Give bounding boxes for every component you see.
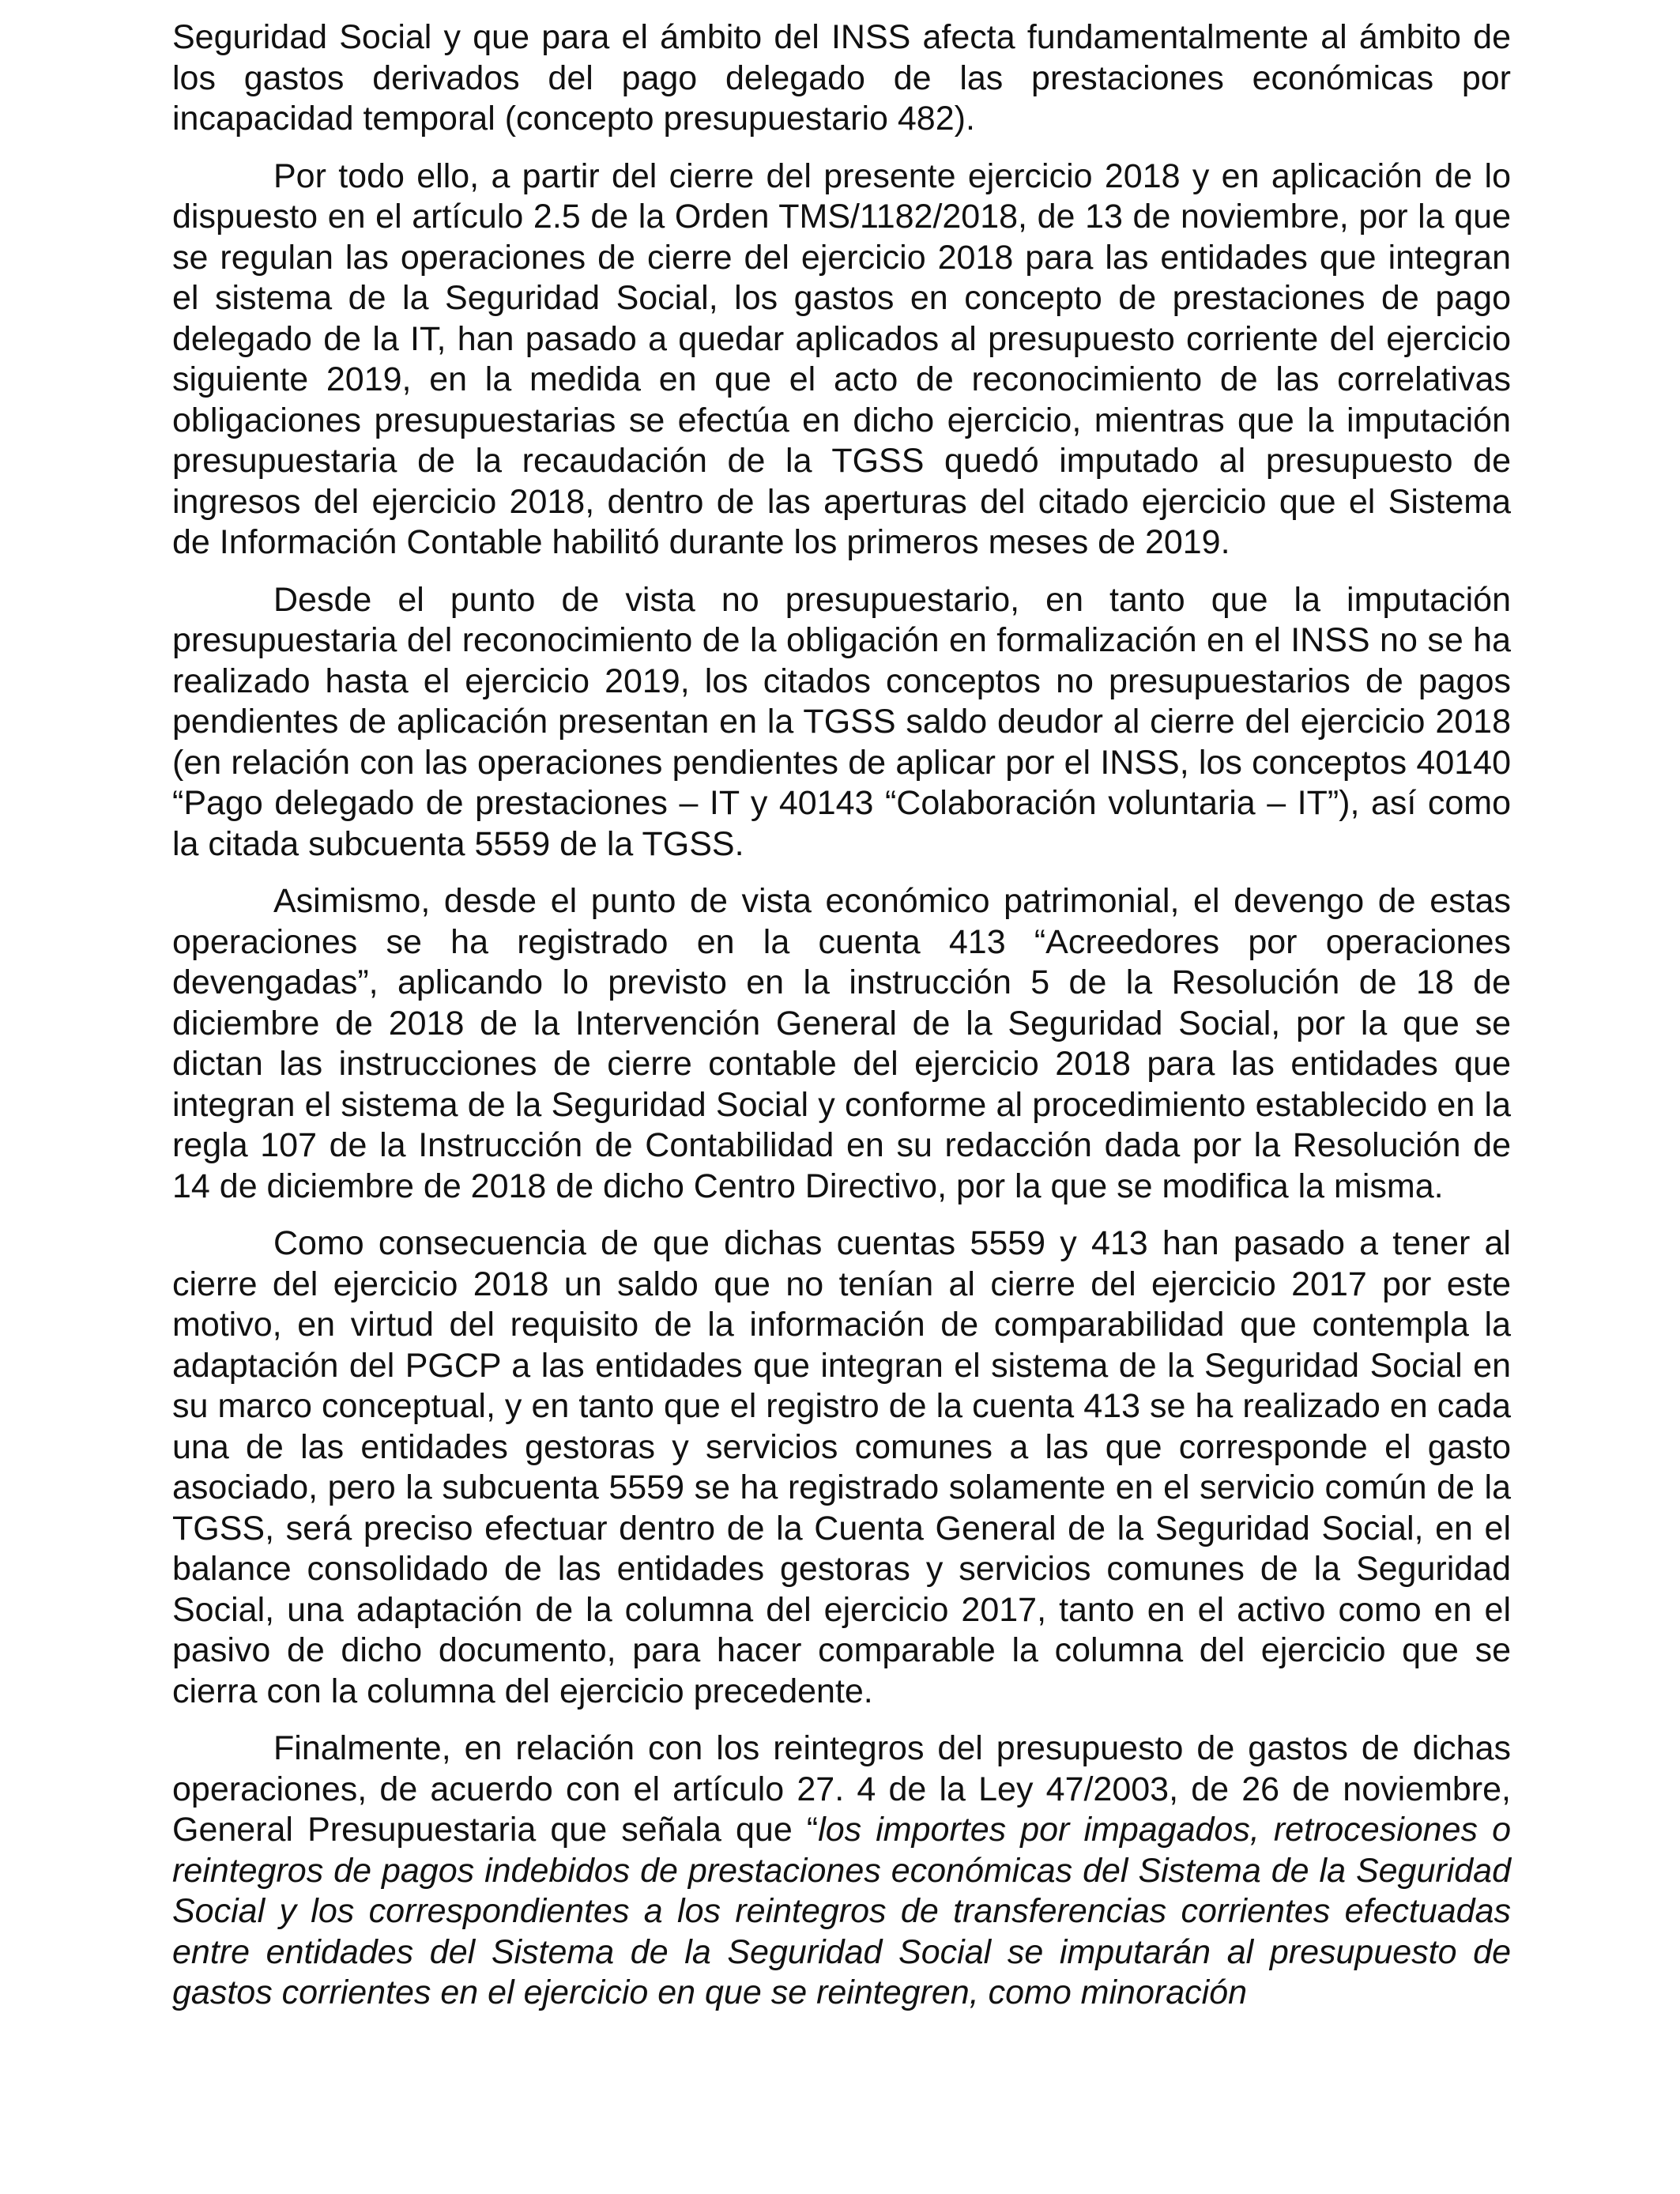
paragraph-cierre-ejercicio: Por todo ello, a partir del cierre del presente ejercicio 2018 y en aplicación de lo dispuesto en el artículo 2.5 de la Orden TMS/1182/2018, de 13 de noviembre, por la que se regulan las operaciones de cierre del ejercicio 2018 para las entidades que integran el sistema de la Seguridad Social, los gastos en concepto de prestaciones de pago delegado de la IT, han pasado a quedar aplicados al presupuesto corriente del ejercicio siguiente 2019, en la medida en que el acto de reconocimiento de las correlativas obligaciones presupuestarias se efectúa en dicho ejercicio, mientras que la imputación presupuestaria de la recaudación de la TGSS quedó imputado al presupuesto de ingresos del ejercicio 2018, dentro de las aperturas del citado ejercicio que el Sistema de Información Contable habilitó durante los primeros meses de 2019. — [172, 156, 1511, 561]
ley-general-presupuestaria-quote: los importes por impagados, retrocesiones o reintegros de pagos indebidos de prestaciones económicas del Sistema de la Seguridad Social y los correspondientes a los reintegros de transferencias corrientes efectuadas entre entidades del Sistema de la Seguridad Social se imputarán al presupuesto de gastos corrientes en el ejercicio en que se reintegren, como minoración — [172, 1811, 1511, 2011]
paragraph-no-presupuestario: Desde el punto de vista no presupuestario, en tanto que la imputación presupuestaria del reconocimiento de la obligación en formalización en el INSS no se ha realizado hasta el ejercicio 2019, los citados conceptos no presupuestarios de pagos pendientes de aplicación presentan en la TGSS saldo deudor al cierre del ejercicio 2018 (en relación con las operaciones pendientes de aplicar por el INSS, los conceptos 40140 “Pago delegado de prestaciones – IT y 40143 “Colaboración voluntaria – IT”), así como la citada subcuenta 5559 de la TGSS. — [172, 580, 1511, 863]
reintegros-intro-text: Finalmente, en relación con los reintegros del presupuesto de gastos de dichas operaciones, de acuerdo con el artículo 27. 4 de la Ley 47/2003, de 26 de noviembre, General Presupuestaria que señala que “ — [172, 1729, 1511, 1849]
document-page — [172, 17, 1511, 2030]
paragraph-comparabilidad: Como consecuencia de que dichas cuentas 5559 y 413 han pasado a tener al cierre del ejercicio 2018 un saldo que no tenían al cierre del ejercicio 2017 por este motivo, en virtud del requisito de la información de comparabilidad que contempla la adaptación del PGCP a las entidades que integran el sistema de la Seguridad Social en su marco conceptual, y en tanto que el registro de la cuenta 413 se ha realizado en cada una de las entidades gestoras y servicios comunes a las que corresponde el gasto asociado, pero la subcuenta 5559 se ha registrado solamente en el servicio común de la TGSS, será preciso efectuar dentro de la Cuenta General de la Seguridad Social, en el balance consolidado de las entidades gestoras y servicios comunes de la Seguridad Social, una adaptación de la columna del ejercicio 2017, tanto en el activo como en el pasivo de dicho documento, para hacer comparable la columna del ejercicio que se cierra con la columna del ejercicio precedente. — [172, 1224, 1511, 1710]
paragraph-continuation: Seguridad Social y que para el ámbito del INSS afecta fundamentalmente al ámbito de los gastos derivados del pago delegado de las prestaciones económicas por incapacidad temporal (concepto presupuestario 482). — [172, 18, 1511, 138]
paragraph-reintegros — [172, 1728, 1511, 2014]
paragraph-economico-patrimonial: Asimismo, desde el punto de vista económico patrimonial, el devengo de estas operaciones se ha registrado en la cuenta 413 “Acreedores por operaciones devengadas”, aplicando lo previsto en la instrucción 5 de la Resolución de 18 de diciembre de 2018 de la Intervención General de la Seguridad Social, por la que se dictan las instrucciones de cierre contable del ejercicio 2018 para las entidades que integran el sistema de la Seguridad Social y conforme al procedimiento establecido en la regla 107 de la Instrucción de Contabilidad en su redacción dada por la Resolución de 14 de diciembre de 2018 de dicho Centro Directivo, por la que se modifica la misma. — [172, 882, 1511, 1205]
